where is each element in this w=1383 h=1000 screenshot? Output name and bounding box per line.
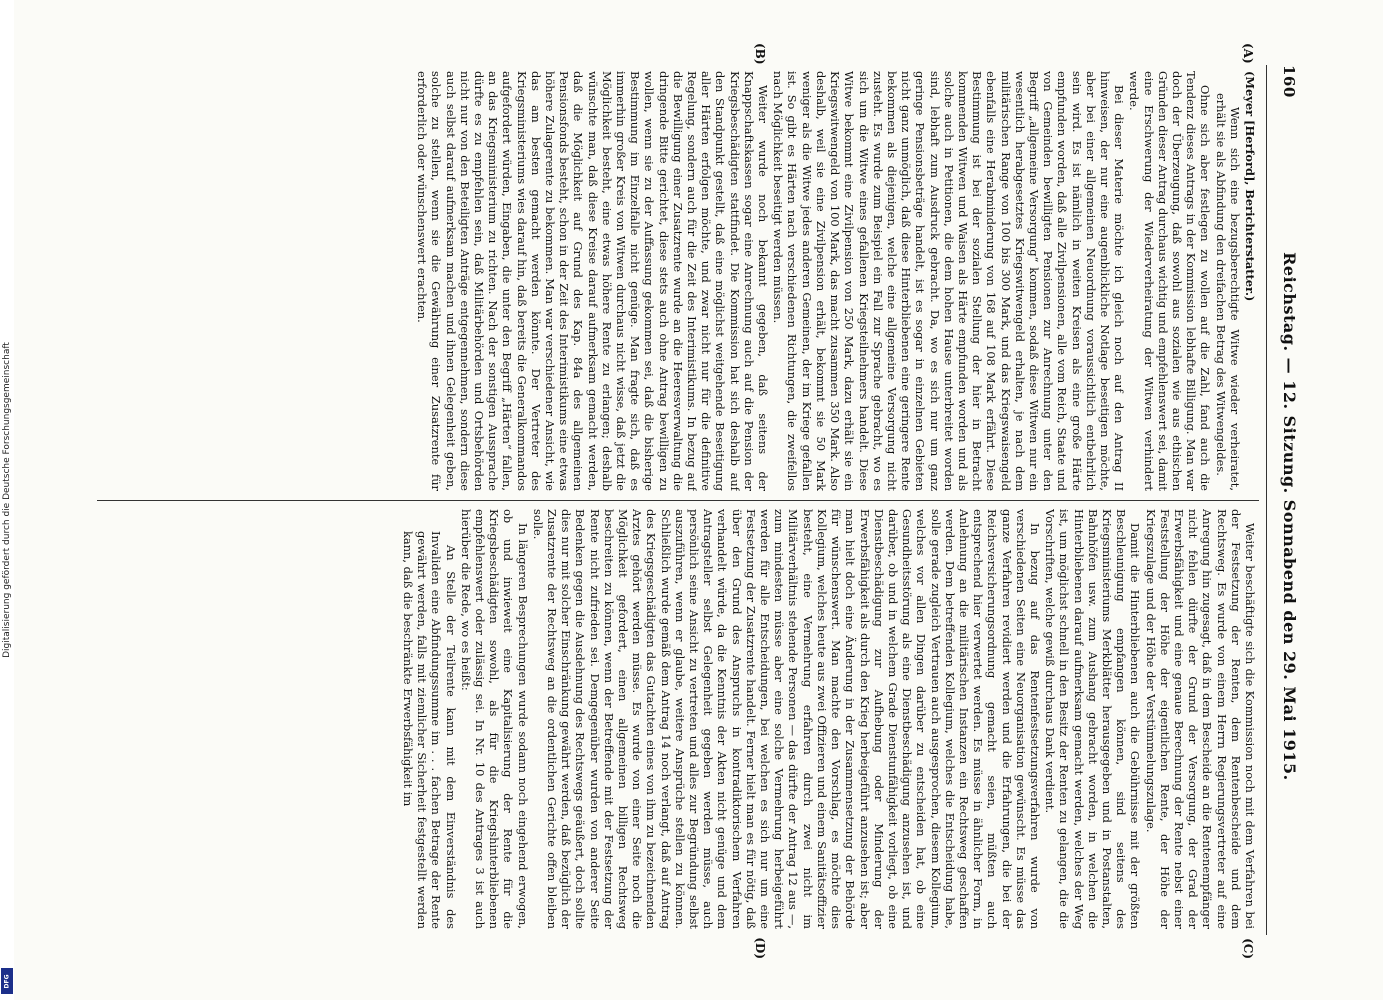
rotated-page-content	[77, 35, 1307, 965]
paragraph: Weiter beschäftigte sich die Kommission noch mit dem Verfahren bei der Festsetzung der Renten, dem Rentenbescheide und dem Rechtsweg. Es wurde von einem Herrn Regierungsvertreter auf eine Anregung hin zugesagt, daß in dem Bescheide an die Rentenempfänger nicht fehlen dürfte der Grund der Versorgung, der Grad der Erwerbsfähigkeit und eine genaue Berechnung der Rente nebst einer Feststellung der Höhe der eigentlichen Rente, der Höhe der Kriegszulage und der Höhe der Verstümmelungszulage.	[1143, 509, 1257, 929]
margin-marker-c: (C)	[1240, 938, 1255, 959]
paragraph: Damit die Hinterbliebenen auch die Gebührnisse mit der größten Beschleunigung empfangen können, sind seitens des Kriegsministeriums Merkblätter herausgegeben und in Postanstalten, Bahnhöfen usw. zum Aushang gebracht worden, in welchen die Hinterbliebenen darauf aufmerksam gemacht werden, welches der Weg ist, um möglichst schnell in den Besitz der Renten zu gelangen, die die Vorschriften, welche gewiß durchaus Dank verdient.	[1042, 509, 1142, 929]
quoted-paragraph: An Stelle der Teilrente kann mit dem Einverständnis des Invaliden eine Abfindungssumme im . . . fachen Betrage der Rente gewährt werden, falls mit ziemlicher Sicherheit festgestellt werden kann, daß die beschränkte Erwerbsfähigkeit im	[400, 531, 458, 929]
page-header	[1269, 65, 1299, 935]
paragraph: In bezug auf das Rentenfestsetzungsverfahren wurde von verschiedenen Seiten eine Neuorganisation gewünscht. Es müsse das ganze Verfahren revidiert werden und die Erfahrungen, die bei der Reichsversicherungsordnung gemacht seien, müßten auch entsprechend hier verwertet werden. Es müsse in ähnlicher Form, in Anlehnung an die militärischen Instanzen ein Rechtsweg geschaffen werden. Dem betreffenden Kollegium, welches die Entscheidung habe, solle gerade zugleich Vertrauen auch ausgesprochen, diesem Kollegium, welches vor allen Dingen darüber zu entscheiden hat, ob eine Gesundheitsstörung als eine Dienstbeschädigung anzusehen ist, und darüber, ob und in welchem Grade Dienstunfähigkeit vorliegt, ob eine Dienstbeschädigung zur Aufhebung oder Minderung der Erwerbsfähigkeit als durch den Krieg herbeigeführt anzusehen ist; aber man hielt doch eine Änderung in der Zusammensetzung der Behörde für wünschenswert. Man machte den Vorschlag, es möchte dies Kollegium, welches heute aus zwei Offizieren und einem Sanitätsoffizier besteht, eine Vermehrung erfahren durch zwei nicht im Militärverhältnis stehende Personen — das dürfte der Antrag 12 aus —, zum mindesten müsse aber eine solche Vermehrung herbeigeführt werden für alle Entscheidungen, bei welchen es sich nur um eine Festsetzung der Zusatzrente handelt. Ferner hielt man es für nötig, daß über den Grund des Anspruchs in kontradiktorischem Verfahren verhandelt würde, da die Kenntnis der Akten nicht genüge und dem Antragsteller selbst Gelegenheit gegeben werden müsse, auch persönlich seine Ansicht zu vertreten und alles zur Begründung selbst auszuführen, wenn er glaube, weitere Ansprüche stellen zu können. Schließlich wurde gemäß dem Antrag 14 noch verlangt, daß auf Antrag des Kriegsgeschädigten das Gutachten eines von ihm zu bezeichnenden Arztes gehört werden müsse. Es wurde von einer Seite noch die Möglichkeit gefordert, einen allgemeinen billigen Rechtsweg beschreiten zu können, wenn der Betreffende mit der Festsetzung der Rente nicht zufrieden sei. Demgegenüber wurden von anderer Seite Bedenken gegen die Ausdehnung des Rechtswegs geäußert, doch sollte dies nur mit solcher Einschränkung gewährt werden, daß bezüglich der Zusatzrente der Rechtsweg an die ordentlichen Gerichte offen bleiben solle.	[530, 509, 1042, 929]
speaker-label: (Meyer [Herford], Berichterstatter.)	[1242, 71, 1257, 302]
paragraph: Wenn sich eine bezugsberechtigte Witwe wieder verheiratet, erhält sie als Abfindung den dreifachen Betrag des Witwengeldes.	[1213, 93, 1242, 491]
paragraph: Weiter wurde noch bekannt gegeben, daß seitens der Knappschaftskassen sogar eine Anrechnung auch auf die Pension der Kriegsbeschädigten stattfindet. Die Kommission hat sich deshalb auf den Standpunkt gestellt, daß eine möglichst weitgehende Beseitigung aller Härten erfolgen möchte, und zwar nicht nur für die definitive Regelung, sondern auch für die Zeit des Interimistikums. In bezug auf die Bewilligung einer Zusatzrente wurde an die Heeresverwaltung die dringende Bitte gerichtet, diese stets auch ohne Antrag bewilligen zu wollen, wenn sie zu der Auffassung gekommen sei, daß die bisherige Bestimmung im Einzelfalle nicht genüge. Man fragte sich, daß es immerhin großer Kreis von Witwen durchaus nicht wisse, daß jetzt die Möglichkeit besteht, eine etwas höhere Rente zu erlangen; deshalb wünschte man, daß diese Kreise darauf aufmerksam gemacht werden, daß die Möglichkeit auf Grund des Kap. 84a des allgemeinen Pensionsfonds besteht, schon in der Zeit des Interimistikums eine etwas höhere Zulagerente zu bekommen. Man war verschiedener Ansicht, wie das am besten gemacht werden könnte. Der Vertreter des Kriegsministeriums wies darauf hin, daß bereits die Generalkommandos aufgefordert würden, Eingaben, die unter den Begriff „Härten“ fallen, an das Kriegsministerium zu richten. Nach der sonstigen Aussprache dürfte es zu empfehlen sein, daß Militärbehörden und Ortsbehörden nicht nur von den Beteiligten Anträge entgegennehmen, sondern diese auch selbst darauf aufmerksam machen und ihnen Gelegenheit geben, solche zu stellen, wenn sie die Gewährung einer Zusatzrente für erforderlich oder wünschenswert erachten.	[414, 71, 770, 491]
header-rule	[1266, 65, 1267, 935]
page-number: 160	[1279, 65, 1298, 98]
right-column	[91, 509, 1257, 929]
paragraph: Ohne sich aber festlegen zu wollen auf die Zahl, fand auch die Tendenz dieses Antrags in der Kommission lebhafte Billigung. Man war doch der Überzeugung, daß sowohl aus sozialen wie aus ethischen Gründen dieser Antrag durchaus wichtig und empfehlenswert sei, damit eine Erschwerung der Wiederverheiratung der Witwen verhindert werde.	[1126, 71, 1212, 491]
column-divider	[97, 500, 1259, 501]
dfg-logo	[1, 968, 13, 994]
margin-marker-d: (D)	[752, 937, 767, 959]
paragraph: In längeren Besprechungen wurde sodann noch eingehend erwogen, ob und inwieweit eine Kapitalisierung der Rente für die Kriegsbeschädigten sowohl, als für die Kriegshinterbliebenen empfehlenswert oder zulässig sei. In Nr. 10 des Antrages 3 ist auch hierüber die Rede, wo es heißt:	[458, 509, 530, 929]
margin-marker-b: (B)	[752, 43, 767, 65]
digitization-note: Digitalisierung gefördert durch die Deutsche Forschungsgemeinschaft	[2, 342, 12, 658]
left-column	[91, 71, 1257, 491]
margin-marker-a: (A)	[1240, 43, 1255, 64]
paragraph: Bei dieser Materie möchte ich gleich noch auf den Antrag II hinweisen, der nur eine augenblickliche Notlage beseitigen möchte, aber bei einer allgemeinen Neuordnung voraussichtlich entbehrlich sein wird. Es ist nämlich in weiten Kreisen als eine große Härte empfunden worden, daß alle Zivilpensionen, alle vom Reich, Staate und von Gemeinden bewilligten Pensionen zur Anrechnung unter den Begriff „allgemeine Versorgung“ kommen, sodaß diese Witwen nur ein wesentlich herabgesetztes Kriegswitwengeld erhalten, je nach dem militärischen Range von 100 bis 300 Mark, und das Kriegswaisengeld ebenfalls eine Herabminderung von 168 auf 108 Mark erfährt. Diese Bestimmung ist bei der sozialen Stellung der hier in Betracht kommenden Witwen und Waisen als Härte empfunden worden und als solche auch in Petitionen, die dem hohen Hause unterbreitet worden sind, lebhaft zum Ausdruck gebracht. Da, wo es sich nur um ganz geringe Pensionsbeträge handelt, ist es sogar in einzelnen Gebieten nicht ganz unmöglich, daß diese Hinterbliebenen eine geringere Rente bekommen als diejenigen, welche eine allgemeine Versorgung nicht zusteht. Es wurde zum Beispiel ein Fall zur Sprache gebracht, wo es sich um die Witwe eines gefallenen Kriegsteilnehmers handelt. Diese Witwe bekommt eine Zivilpension von 250 Mark, dazu erhält sie ein Kriegswitwengeld von 100 Mark, das macht zusammen 350 Mark. Also deshalb, weil sie eine Zivilpension erhält, bekommt sie 50 Mark weniger als die Witwe jedes anderen Gemeinen, der im Kriege gefallen ist. So gibt es Härten nach verschiedenen Richtungen, die zweifellos nach Möglichkeit beseitigt werden müssen.	[770, 71, 1126, 491]
digitization-footer	[0, 0, 14, 1000]
page-title: Reichstag. — 12. Sitzung. Sonnabend den 29. Mai 1915.	[1279, 252, 1299, 781]
dfg-logo-text: DFG	[3, 973, 11, 989]
